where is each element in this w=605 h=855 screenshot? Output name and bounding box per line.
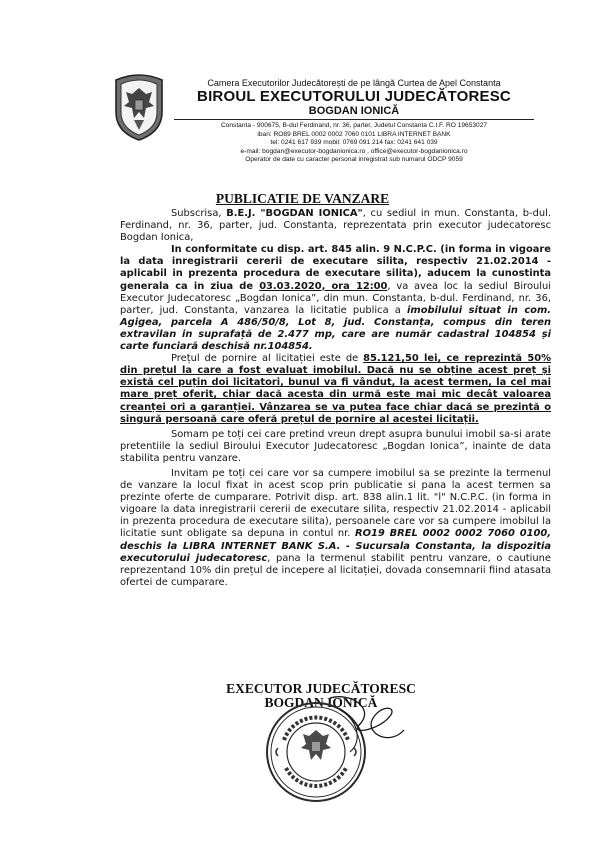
starting-price-terms: 85.121,50 lei, ce reprezintă 50% din prețul la care a fost evaluat imobilul. Dacă nu se obține acest preț și există cel puțin doi licitatori, bunul va fi vândut, la acest termen, la cel mai mare preț oferit, chiar dacă acesta din urmă este mai mic decât valoarea creanței ori a garanției. Vânzarea se va putea face chiar dacă se prezintă o singură persoană care oferă prețul de pornire al acestei licitații. [120, 353, 551, 425]
document-body [120, 208, 551, 589]
text-run: , va avea loc la sediul Biroului Executor Judecatoresc „Bogdan Ionica”, din mun. Constanta, b-dul. Ferdinand, nr. 36, parter, jud. Constanta, vanzarea la licitatie publica a [120, 280, 551, 316]
office-title: BIROUL EXECUTORULUI JUDECĂTORESC [197, 88, 511, 105]
handwritten-signature [320, 690, 410, 760]
header-divider [174, 119, 534, 120]
paragraph-intro [120, 208, 551, 244]
text-run: Prețul de pornire al licitației este de [171, 353, 364, 365]
text-run: , cu sediul in mun. Constanta, b-dul. Ferdinand, nr. 36, parter, jud. Constanta, reprezentata prin executor judecatoresc Bogdan Ionica, [120, 208, 551, 244]
deposit-account: RO19 BREL 0002 0002 7060 0100, deschis la LIBRA INTERNET BANK S.A. - Sucursala Constanta, la dispozitia executorului judecatoresc [120, 528, 551, 564]
auction-date: 03.03.2020, ora 12:00 [259, 280, 388, 292]
legal-basis-text: In conformitate cu disp. art. 845 alin. 9 N.C.P.C. (in forma in vigoare la data inregistrarii cererii de executare silita, respectiv 21.02.2014 - aplicabil in prezenta procedura de executare silita), aducem la cunostinta generala ca in ziua de [120, 244, 551, 292]
paragraph-summons: Somam pe toți cei care pretind vreun drept asupra bunului imobil sa-si arate pretentiile la sediul Biroului Executor Judecatoresc „Bogdan Ionica”, inainte de data stabilita pentru vanzare. [120, 428, 551, 464]
signature-name: BOGDAN IONICĂ [264, 695, 378, 710]
phone-line: tel: 0241 617 939 mobil: 0769 091 214 fax: 0241 641 039 [270, 139, 438, 147]
document-title: PUBLICATIE DE VANZARE [215, 191, 390, 206]
paragraph-bidders [120, 468, 551, 589]
text-run: Invitam pe toți cei care vor sa cumpere imobilul sa se prezinte la termenul de vanzare la locul fixat in acest scop prin publicatie si pana la acest termen sa prezinte oferte de cumparare. Potrivit disp. art. 838 alin.1 lit. "l" N.C.P.C. (in forma in vigoare la data inregistrarii cererii de executare silita, respectiv 21.02.2014 - aplicabil in prezenta procedura de executare silita), persoanele care vor sa cumpere imobilul la licitatie sunt obligate sa depuna in contul nr. [120, 467, 551, 540]
operator-line: Operator de date cu caracter personal inregistrat sub numarul ODCP 9059 [245, 156, 463, 164]
signature-role: EXECUTOR JUDECĂTORESC [226, 681, 416, 696]
text-run: , pana la termenul stabilit pentru vanzare, o cautiune reprezentand 10% din prețul de incepere al licitației, dovada consemnarii fiind atasata ofertei de cumparare. [120, 552, 551, 588]
executor-name: BOGDAN IONICĂ [308, 105, 400, 117]
address-line: Constanta - 900675, B-dul Ferdinand, nr. 36, parter, Judetul Constanta C.I.F. RO 19653027 [220, 122, 488, 129]
coat-of-arms-logo [112, 72, 166, 142]
paragraph-auction-notice [120, 244, 551, 353]
letterhead [174, 78, 534, 165]
paragraph-starting-price [120, 353, 551, 426]
bank-line: iban: RO89 BREL 0002 0002 7060 0101 LIBRA INTERNET BANK [257, 130, 451, 138]
property-description: imobilului situat in com. Agigea, parcela A 486/50/8, Lot 8, jud. Constanța, compus din teren extravilan in suprafață de 2.477 mp, care are număr cadastral 104854 și carte funciară deschisă nr.104854. [120, 304, 551, 353]
email-line: e-mail: bogdan@executor-bogdanionica.ro , office@executor-bogdanionica.ro [240, 147, 468, 155]
text-run: Subscrisa, [171, 208, 227, 219]
bailiff-office-name: B.E.J. "BOGDAN IONICA" [226, 208, 363, 219]
chamber-name: Camera Executorilor Judecătorești de pe lângă Curtea de Apel Constanta [207, 78, 501, 88]
